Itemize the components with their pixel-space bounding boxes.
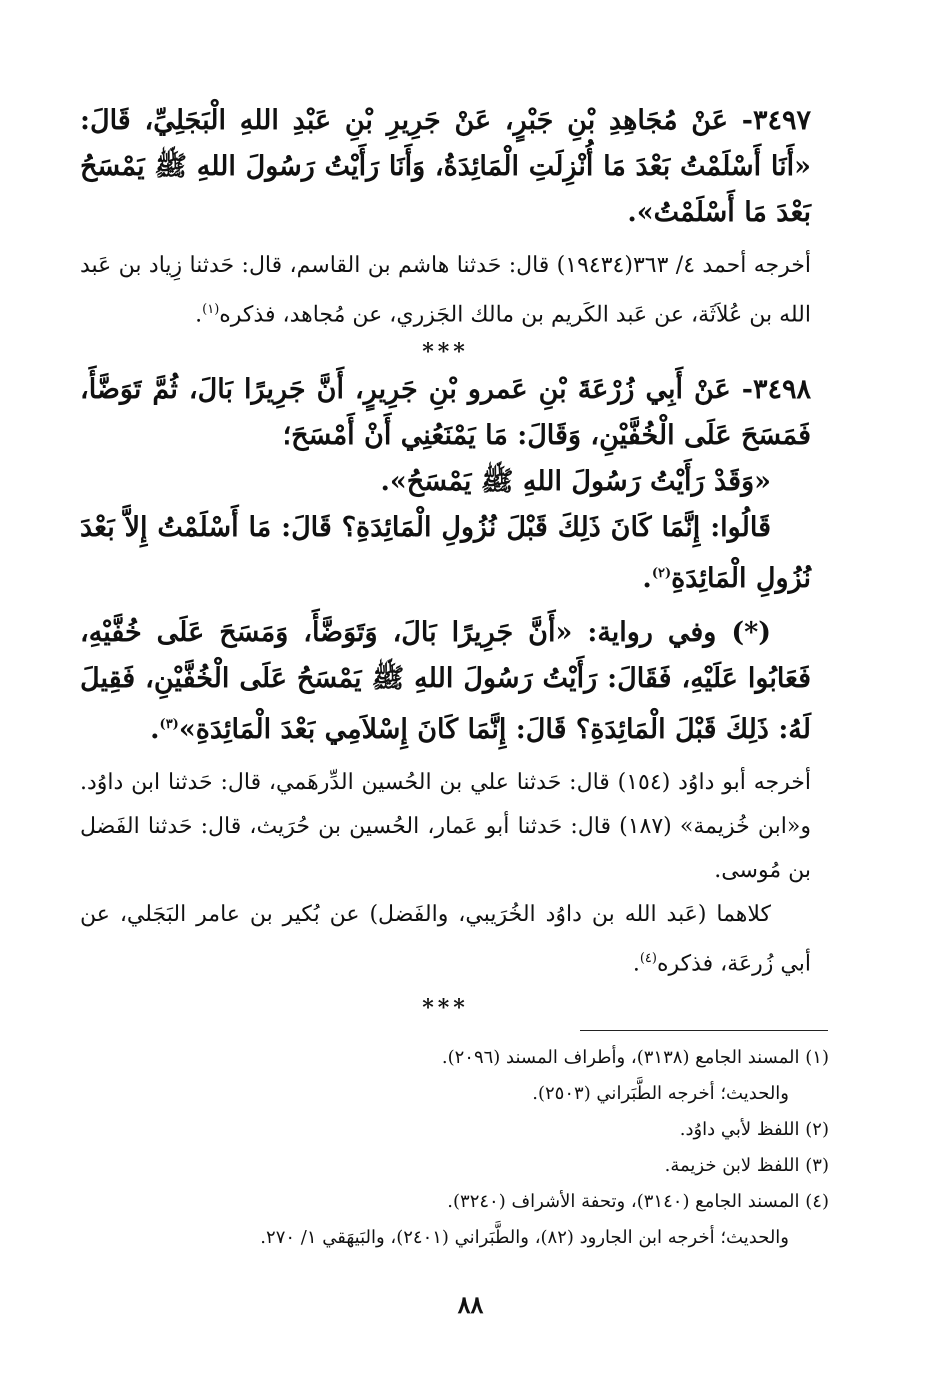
- takhrij-text: أخرجه أبو داوُد (١٥٤) قال: حَدثنا علي بن الحُسين الدِّرهَمي، قال: حَدثنا ابن داوُد. و«ابن خُزيمة» (١٨٧) قال: حَدثنا أبو عَمار، الحُسين بن حُرَيث، قال: حَدثنا الفَضل بن مُوسى.: [80, 770, 811, 884]
- footnote: (٢) اللفظ لأبي داوُد.: [679, 1119, 829, 1140]
- page-number: ٨٨: [457, 1290, 484, 1319]
- hadith-quote: [80, 459, 811, 505]
- footnote: (١) المسند الجامع (٣١٣٨)، وأطراف المسند (٢٠٩٦).: [441, 1047, 829, 1068]
- hadith-text: عَنْ مُجَاهِدِ بْنِ جَبْرٍ، عَنْ جَرِيرِ بْنِ عَبْدِ اللهِ الْبَجَلِيِّ، قَالَ: «أَنَا أَسْلَمْتُ بَعْدَ مَا أُنْزِلَتِ الْمَائِدَةُ، وَأَنَا رَأَيْتُ رَسُولَ اللهِ ﷺ يَمْسَحُ بَعْدَ مَا أَسْلَمْتُ».: [80, 105, 811, 228]
- takhrij-text: أخرجه أحمد ٤/ ٣٦٣(١٩٤٣٤) قال: حَدثنا هاشم بن القاسم، قال: حَدثنا زِياد بن عَبد الله بن عُلاَثَة، عن عَبد الكَريم بن مالك الجَزري، عن مُجاهد، فذكره: [80, 253, 811, 328]
- footnote-ref: (٣): [159, 717, 179, 733]
- hadith-3498: [80, 367, 811, 459]
- hadith-number: ٣٤٩٧-: [741, 105, 811, 136]
- qalu-text: قَالُوا: إِنَّمَا كَانَ ذَلِكَ قَبْلَ نُزُولِ الْمَائِدَةِ؟ قَالَ: مَا أَسْلَمْتُ إِلاَّ بَعْدَ نُزُولِ الْمَائِدَةِ: [80, 512, 811, 595]
- hadith-text: عَنْ أَبِي زُرْعَةَ بْنِ عَمرو بْنِ جَرِيرٍ، أَنَّ جَرِيرًا بَالَ، ثُمَّ تَوَضَّأَ، فَمَسَحَ عَلَى الْخُفَّيْنِ، وَقَالَ: مَا يَمْنَعُنِي أَنْ أَمْسَحَ؛: [80, 374, 811, 452]
- hadith-qalu: قَالُوا: إِنَّمَا كَانَ ذَلِكَ قَبْلَ نُزُولِ الْمَائِدَةِ؟ قَالَ: مَا أَسْلَمْتُ إِلاَّ بَعْدَ نُزُولِ الْمَائِدَةِ$^{(٢)}$.: [80, 512, 811, 595]
- riwaya-text: (*) وفي رواية: «أَنَّ جَرِيرًا بَالَ، وَتَوَضَّأَ، وَمَسَحَ عَلَى خُفَّيْهِ، فَعَابُوا عَلَيْهِ، فَقَالَ: رَأَيْتُ رَسُولَ اللهِ ﷺ يَمْسَحُ عَلَى الْخُفَّيْنِ، فَقِيلَ لَهُ: ذَلِكَ قَبْلَ الْمَائِدَةِ؟ قَالَ: إِنَّمَا كَانَ إِسْلاَمِي بَعْدَ الْمَائِدَةِ»: [80, 617, 811, 746]
- footnote: والحديث؛ أخرجه ابن الجارود (٨٢)، والطَّبَراني (٢٤٠١)، والبَيهَقي ١/ ٢٧٠.: [260, 1227, 789, 1248]
- takhrij-3498-a: [80, 761, 811, 893]
- takhrij-3497: أخرجه أحمد ٤/ ٣٦٣(١٩٤٣٤) قال: حَدثنا هاشم بن القاسم، قال: حَدثنا زِياد بن عَبد الله بن عُلاَثَة، عن عَبد الكَريم بن مالك الجَزري، عن مُجاهد، فذكره$^{(١)}$.: [80, 253, 811, 328]
- footnotes: [80, 1040, 829, 1256]
- takhrij-text: كلاهما (عَبد الله بن داوُد الخُرَيبي، والفَضل) عن بُكير بن عامر البَجَلي، عن أبي زُرعَة، فذكره: [80, 902, 811, 977]
- separator: ***: [422, 994, 469, 1021]
- hadith-riwaya: (*) وفي رواية: «أَنَّ جَرِيرًا بَالَ، وَتَوَضَّأَ، وَمَسَحَ عَلَى خُفَّيْهِ، فَعَابُوا عَلَيْهِ، فَقَالَ: رَأَيْتُ رَسُولَ اللهِ ﷺ يَمْسَحُ عَلَى الْخُفَّيْنِ، فَقِيلَ لَهُ: ذَلِكَ قَبْلَ الْمَائِدَةِ؟ قَالَ: إِنَّمَا كَانَ إِسْلاَمِي بَعْدَ الْمَائِدَةِ»$^{(٣)}$.: [80, 617, 811, 746]
- footnote: والحديث؛ أخرجه الطَّبَراني (٢٥٠٣).: [532, 1083, 789, 1104]
- footnote: (٤) المسند الجامع (٣١٤٠)، وتحفة الأشراف (٣٢٤٠).: [447, 1191, 829, 1212]
- footnote: (٣) اللفظ لابن خزيمة.: [664, 1155, 829, 1176]
- footnote-ref: (٤): [639, 951, 657, 967]
- takhrij-3498-b: كلاهما (عَبد الله بن داوُد الخُرَيبي، والفَضل) عن بُكير بن عامر البَجَلي، عن أبي زُرعَة، فذكره$^{(٤)}$.: [80, 902, 811, 977]
- main-text: [80, 98, 811, 1023]
- hadith-number: ٣٤٩٨-: [741, 374, 811, 406]
- hadith-3497: [80, 98, 811, 236]
- footnote-divider: [580, 1030, 828, 1031]
- footnote-ref: (٢): [651, 566, 672, 582]
- quote-text: «وَقَدْ رَأَيْتُ رَسُولَ اللهِ ﷺ يَمْسَحُ».: [380, 466, 771, 498]
- footnote-ref: (١): [202, 302, 220, 317]
- separator: ***: [422, 339, 469, 366]
